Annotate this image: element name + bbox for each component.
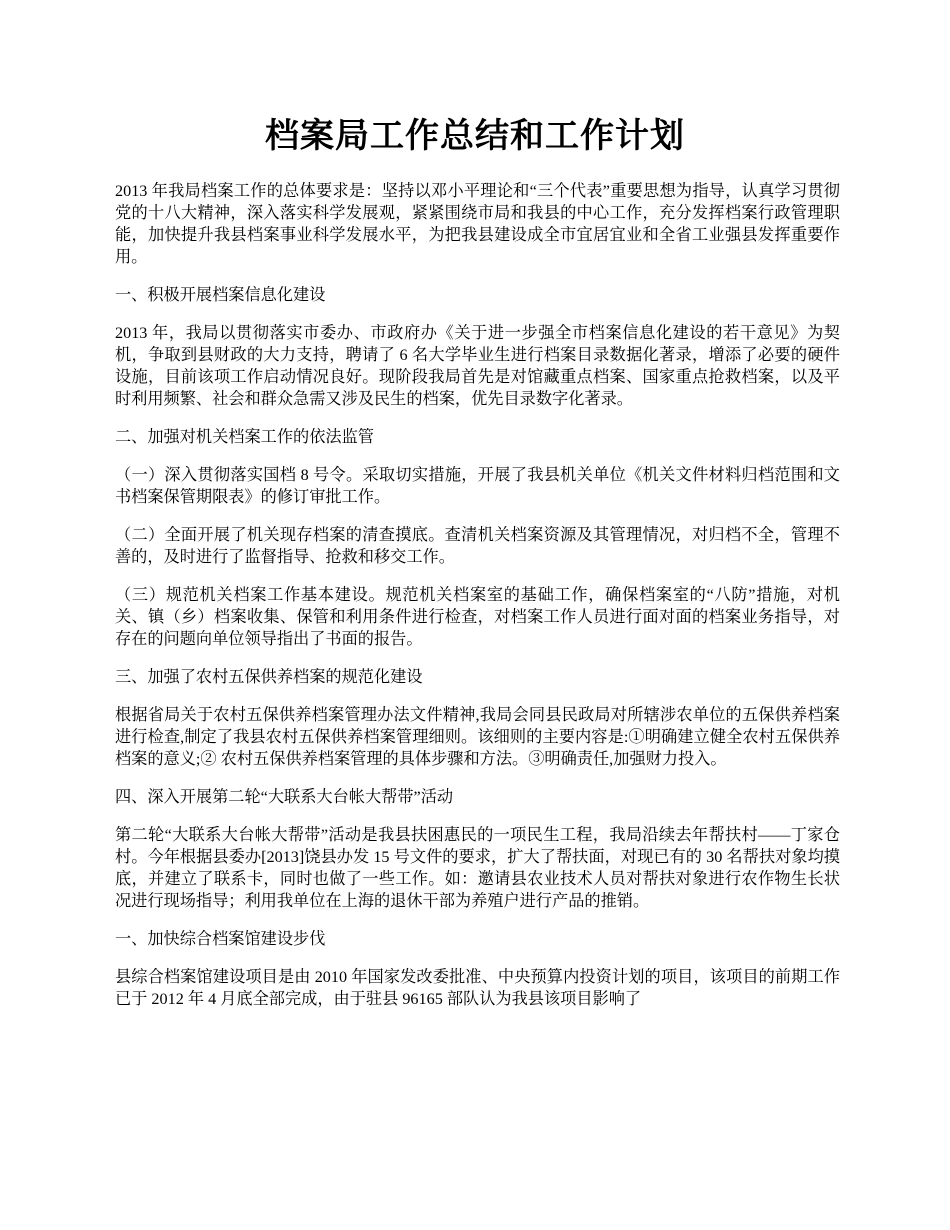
section-5-paragraph: 县综合档案馆建设项目是由 2010 年国家发改委批准、中央预算内投资计划的项目，该项目的前期工作已于 2012 年 4 月底全部完成，由于驻县 96165 部队认为我县该项目影响了	[115, 968, 840, 1008]
section-2-item-2: （二）全面开展了机关现存档案的清查摸底。查清机关档案资源及其管理情况，对归档不全，管理不善的，及时进行了监督指导、抢救和移交工作。	[115, 526, 840, 566]
section-4-paragraph: 第二轮“大联系大台帐大帮带”活动是我县扶困惠民的一项民生工程，我局沿续去年帮扶村——丁家仓村。今年根据县委办[2013]饶县办发 15 号文件的要求，扩大了帮扶面，对现已有的 30 名帮扶对象均摸底，并建立了联系卡，同时也做了一些工作。如：邀请县农业技术人员对帮扶对象进行农作物生长状况进行现场指导；利用我单位在上海的退休干部为养殖户进行产品的推销。	[115, 826, 840, 910]
section-heading-3: 三、加强了农村五保供养档案的规范化建设	[115, 668, 423, 686]
section-1-paragraph: 2013 年，我局以贯彻落实市委办、市政府办《关于进一步强全市档案信息化建设的若干意见》为契机，争取到县财政的大力支持，聘请了 6 名大学毕业生进行档案目录数据化著录，增添了必要的硬件设施，目前该项工作启动情况良好。现阶段我局首先是对馆藏重点档案、国家重点抢救档案，以及平时利用频繁、社会和群众急需又涉及民生的档案，优先目录数字化著录。	[115, 324, 840, 408]
section-heading-1: 一、积极开展档案信息化建设	[115, 286, 326, 304]
section-heading-5: 一、加快综合档案馆建设步伐	[115, 930, 326, 948]
section-2-item-3: （三）规范机关档案工作基本建设。规范机关档案室的基础工作，确保档案室的“八防”措施，对机关、镇（乡）档案收集、保管和利用条件进行检查，对档案工作人员进行面对面的档案业务指导，对存在的问题向单位领导指出了书面的报告。	[115, 586, 840, 648]
section-2-item-1: （一）深入贯彻落实国档 8 号令。采取切实措施，开展了我县机关单位《机关文件材料归档范围和文书档案保管期限表》的修订审批工作。	[115, 466, 840, 506]
section-heading-2: 二、加强对机关档案工作的依法监管	[115, 428, 374, 446]
section-3-paragraph: 根据省局关于农村五保供养档案管理办法文件精神,我局会同县民政局对所辖涉农单位的五保供养档案进行检查,制定了我县农村五保供养档案管理细则。该细则的主要内容是:①明确建立健全农村五保供养档案的意义;② 农村五保供养档案管理的具体步骤和方法。③明确责任,加强财力投入。	[115, 706, 840, 768]
section-heading-4: 四、深入开展第二轮“大联系大台帐大帮带”活动	[115, 788, 454, 806]
document-title: 档案局工作总结和工作计划	[265, 116, 685, 156]
document-body	[115, 180, 840, 1026]
intro-paragraph: 2013 年我局档案工作的总体要求是：坚持以邓小平理论和“三个代表”重要思想为指导，认真学习贯彻党的十八大精神，深入落实科学发展观，紧紧围绕市局和我县的中心工作，充分发挥档案行政管理职能，加快提升我县档案事业科学发展水平，为把我县建设成全市宜居宜业和全省工业强县发挥重要作用。	[115, 182, 840, 266]
